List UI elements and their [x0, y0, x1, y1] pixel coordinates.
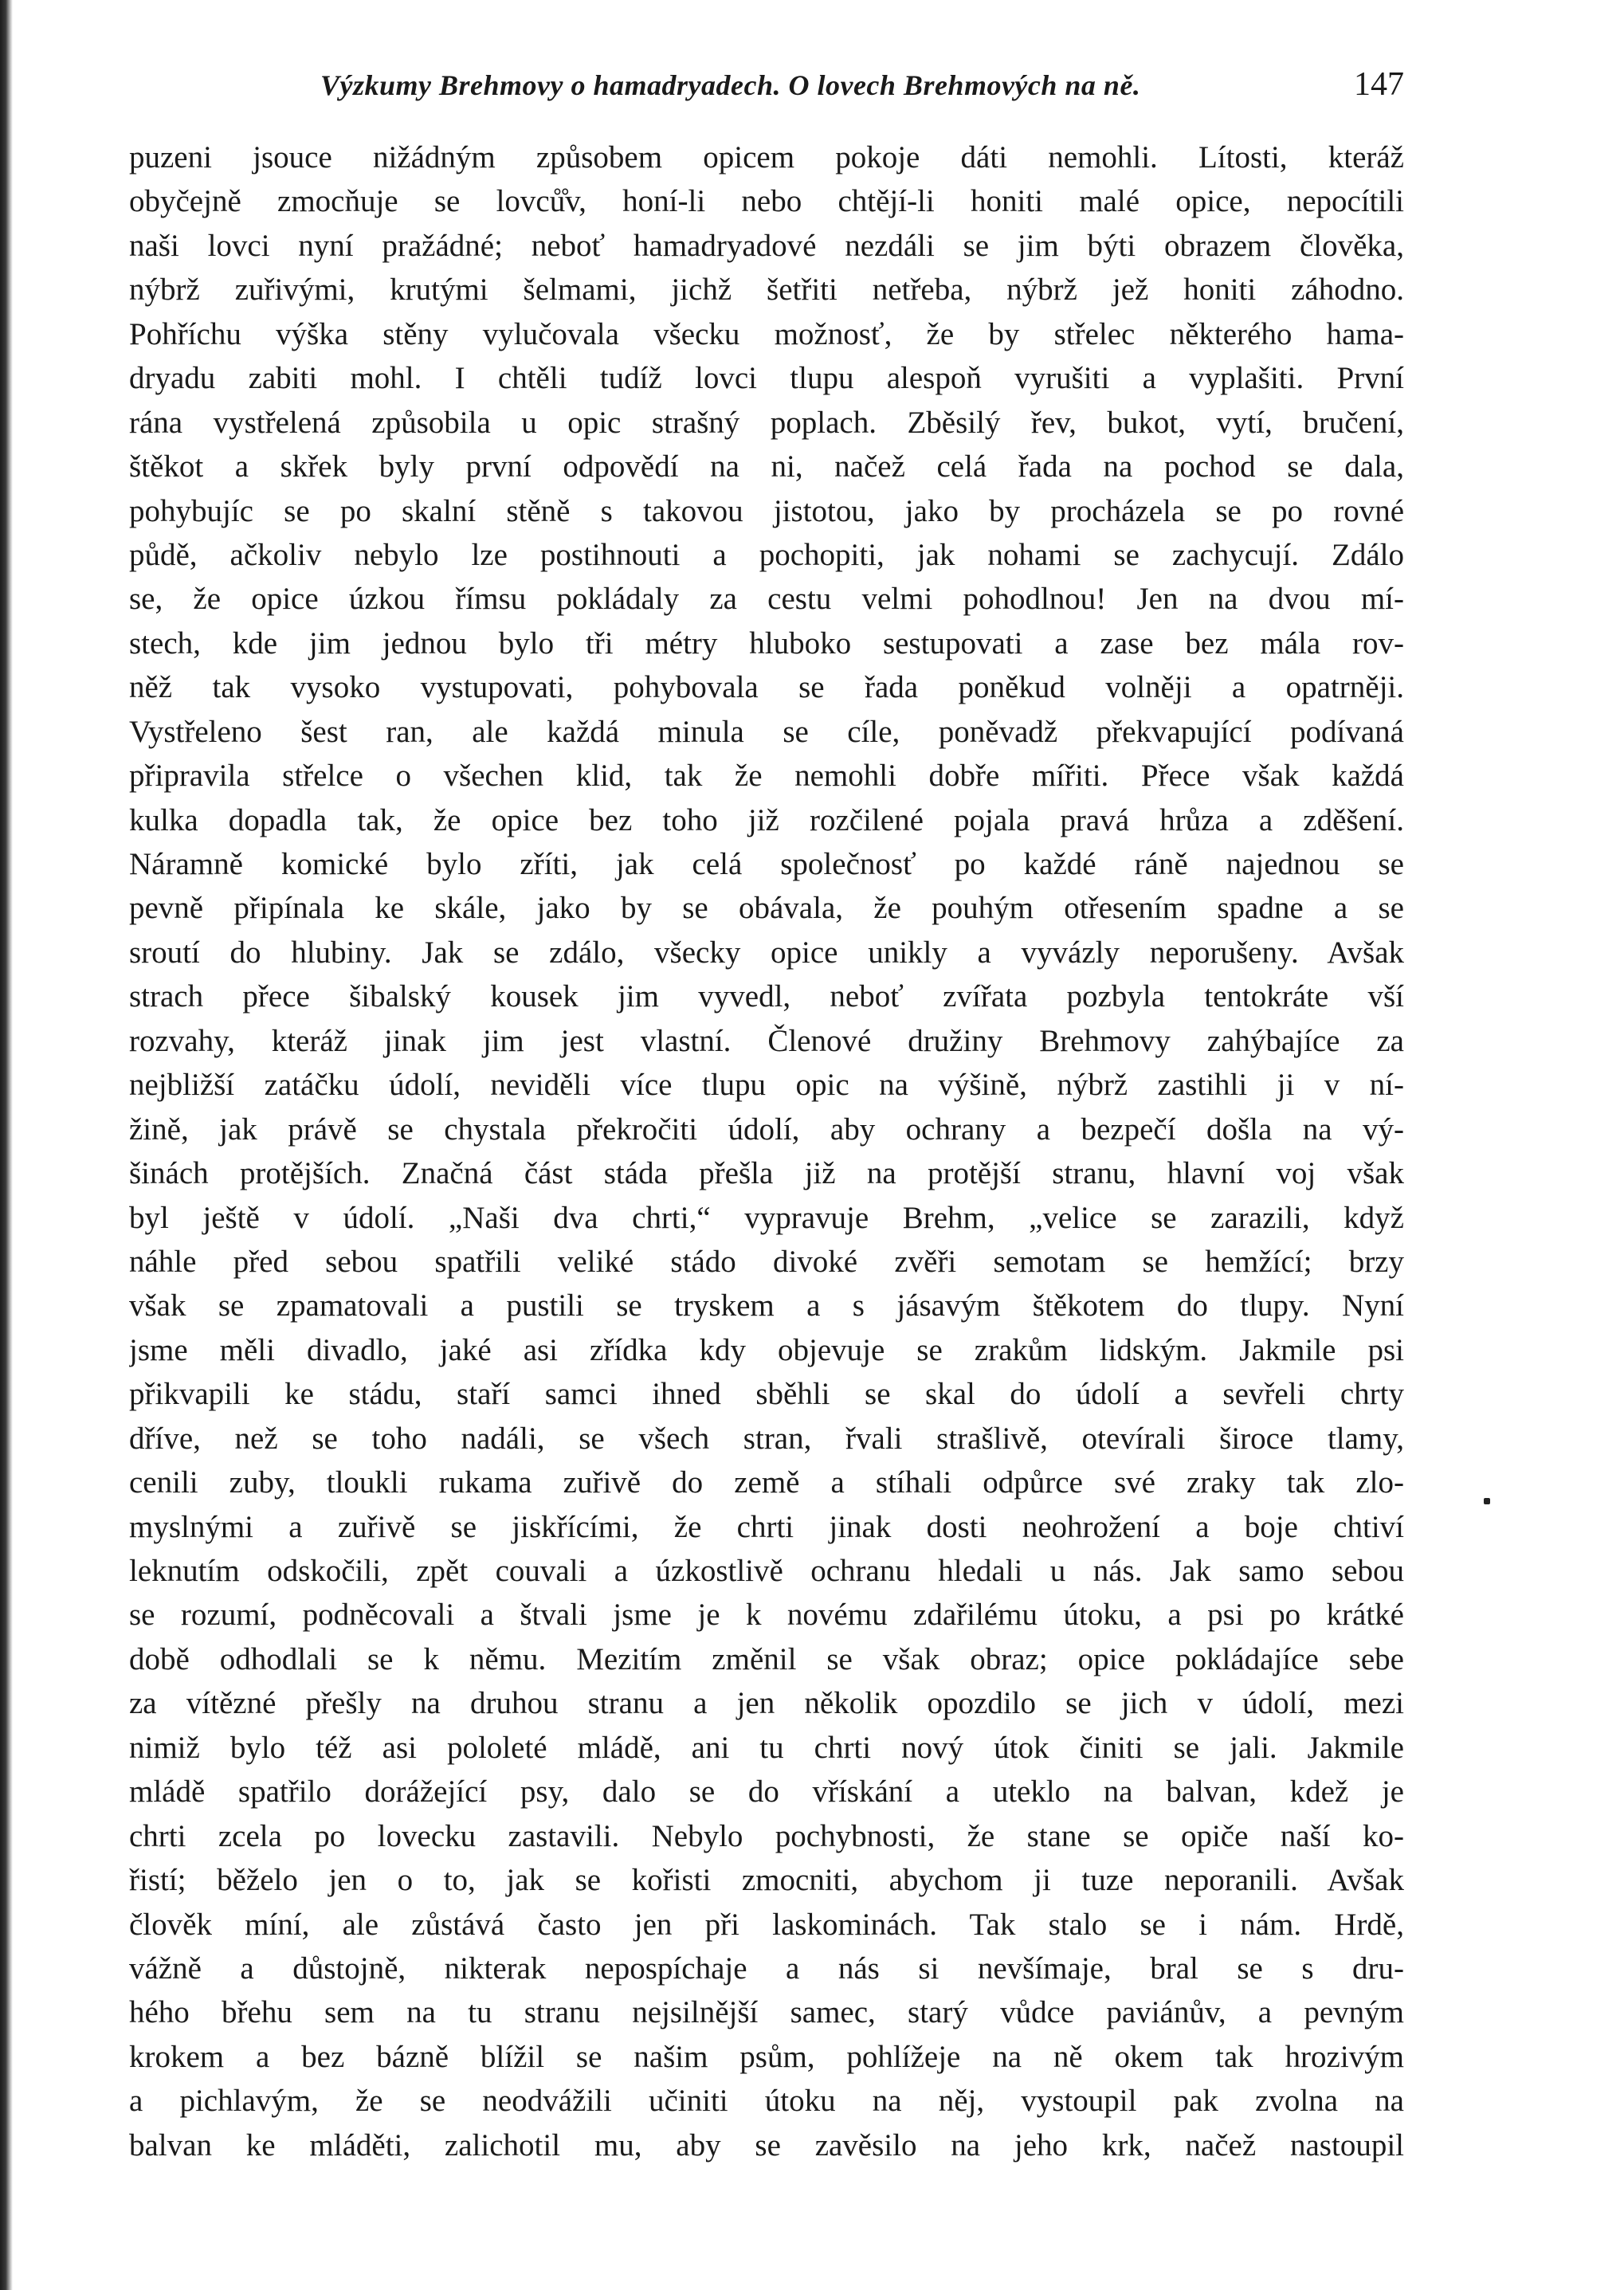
text-line: dryadu zabiti mohl. I chtěli tudíž lovci tlupu alespoň vyrušiti a vyplašiti. První	[129, 361, 1404, 396]
text-line: Pohříchu výška stěny vylučovala všecku možnosť, že by střelec některého hama-	[129, 316, 1404, 351]
running-title: Výzkumy Brehmovy o hamadryadech. O lovech Brehmových na ně.	[320, 69, 1141, 101]
text-line: dříve, než se toho nadáli, se všech stran, řvali strašlivě, otevírali široce tlamy,	[129, 1421, 1404, 1456]
text-line: připravila střelce o všechen klid, tak že nemohli dobře mířiti. Přece však každá	[129, 759, 1404, 794]
text-line: myslnými a zuřivě se jiskřícími, že chrti jinak dosti neohrožení a boje chtiví	[129, 1509, 1404, 1544]
text-line: krokem a bez bázně blížil se našim psům, pohlížeje na ně okem tak hrozivým	[129, 2039, 1404, 2074]
text-line: Vystřeleno šest ran, ale každá minula se cíle, poněvadž překvapující podívaná	[129, 714, 1404, 749]
text-line: řistí; běželo jen o to, jak se kořisti zmocniti, abychom ji tuze neporanili. Avšak	[129, 1863, 1404, 1898]
text-line: naši lovci nyní pražádné; neboť hamadryadové nezdáli se jim býti obrazem člověka,	[129, 228, 1404, 263]
page-header	[129, 62, 1404, 110]
text-line: nimiž bylo též asi pololeté mládě, ani tu chrti nový útok činiti se jali. Jakmile	[129, 1730, 1404, 1765]
text-line: rána vystřelená způsobila u opic strašný poplach. Zběsilý řev, bukot, vytí, bručení,	[129, 405, 1404, 440]
text-line: žině, jak právě se chystala překročiti údolí, aby ochrany a bezpečí došla na vý-	[129, 1112, 1404, 1147]
text-line: leknutím odskočili, zpět couvali a úzkostlivě ochranu hledali u nás. Jak samo sebou	[129, 1554, 1404, 1588]
text-line: Náramně komické bylo zříti, jak celá společnosť po každé ráně najednou se	[129, 847, 1404, 881]
text-line: stech, kde jim jednou bylo tři métry hluboko sestupovati a zase bez mála rov-	[129, 625, 1404, 661]
text-line: hého břehu sem na tu stranu nejsilnější samec, starý vůdce paviánův, a pevným	[129, 1995, 1404, 2030]
text-line: štěkot a skřek byly první odpovědí na ni, načež celá řada na pochod se dala,	[129, 449, 1404, 484]
text-line: člověk míní, ale zůstává často jen při laskominách. Tak stalo se i nám. Hrdě,	[129, 1907, 1404, 1942]
text-line: balvan ke mláděti, zalichotil mu, aby se zavěsilo na jeho krk, načež nastoupil	[129, 2127, 1404, 2163]
text-line: cenili zuby, tloukli rukama zuřivě do země a stíhali odpůrce své zraky tak zlo-	[129, 1465, 1404, 1500]
text-line: puzeni jsouce nižádným způsobem opicem pokoje dáti nemohli. Lítosti, kteráž	[129, 140, 1404, 174]
text-line: nejbližší zatáčku údolí, neviděli více tlupu opic na výšině, nýbrž zastihli ji v ní-	[129, 1068, 1404, 1103]
text-line: šinách protějších. Značná část stáda přešla již na protější stranu, hlavní voj však	[129, 1156, 1404, 1191]
text-line: pevně připínala ke skále, jako by se obávala, že pouhým otřesením spadne a se	[129, 891, 1404, 926]
text-line: však se zpamatovali a pustili se tryskem a s jásavým štěkotem do tlupy. Nyní	[129, 1288, 1404, 1323]
text-line: době odhodlali se k němu. Mezitím změnil se však obraz; opice pokládajíce sebe	[129, 1641, 1404, 1676]
text-line: chrti zcela po lovecku zastavili. Nebylo pochybnosti, že stane se opiče naší ko-	[129, 1818, 1404, 1853]
text-line: sroutí do hlubiny. Jak se zdálo, všecky opice unikly a vyvázly neporušeny. Avšak	[129, 935, 1404, 970]
text-line: půdě, ačkoliv nebylo lze postihnouti a pochopiti, jak nohami se zachycují. Zdálo	[129, 537, 1404, 572]
text-line: se rozumí, podněcovali a štvali jsme je k novému zdařilému útoku, a psi po krátké	[129, 1598, 1404, 1633]
page-number: 147	[1354, 66, 1404, 103]
text-line: se, že opice úzkou římsu pokládaly za cestu velmi pohodlnou! Jen na dvou mí-	[129, 582, 1404, 617]
scan-edge-shadow	[0, 0, 13, 2290]
text-line: nýbrž zuřivými, krutými šelmami, jichž šetřiti netřeba, nýbrž jež honiti záhodno.	[129, 273, 1404, 308]
text-line: pohybujíc se po skalní stěně s takovou jistotou, jako by procházela se po rovné	[129, 493, 1404, 528]
scan-speck	[1484, 1498, 1490, 1504]
text-line: kulka dopadla tak, že opice bez toho již rozčilené pojala pravá hrůza a zděšení.	[129, 802, 1404, 837]
text-line: rozvahy, kteráž jinak jim jest vlastní. Členové družiny Brehmovy zahýbajíce za	[129, 1023, 1404, 1058]
body-text	[129, 135, 1404, 2175]
text-line: jsme měli divadlo, jaké asi zřídka kdy objevuje se zrakům lidským. Jakmile psi	[129, 1332, 1404, 1367]
text-line: náhle před sebou spatřili veliké stádo divoké zvěři semotam se hemžící; brzy	[129, 1244, 1404, 1279]
text-line: mládě spatřilo dorážející psy, dalo se do vřískání a uteklo na balvan, kdež je	[129, 1774, 1404, 1810]
text-line: a pichlavým, že se neodvážili učiniti útoku na něj, vystoupil pak zvolna na	[129, 2084, 1404, 2119]
text-line: za vítězné přešly na druhou stranu a jen několik opozdilo se jich v údolí, mezi	[129, 1686, 1404, 1721]
text-line: strach přece šibalský kousek jim vyvedl, neboť zvířata pozbyla tentokráte vší	[129, 979, 1404, 1014]
text-line: přikvapili ke stádu, staří samci ihned sběhli se skal do údolí a sevřeli chrty	[129, 1377, 1404, 1412]
text-line: něž tak vysoko vystupovati, pohybovala se řada poněkud volněji a opatrněji.	[129, 670, 1404, 705]
text-line: obyčejně zmocňuje se lovců̊v, honí-li nebo chtějí-li honiti malé opice, nepocítili	[129, 184, 1404, 219]
text-line: vážně a důstojně, nikterak nepospíchaje a nás si nevšímaje, bral se s dru-	[129, 1951, 1404, 1986]
text-line: byl ještě v údolí. „Naši dva chrti,“ vypravuje Brehm, „velice se zarazili, když	[129, 1200, 1404, 1235]
